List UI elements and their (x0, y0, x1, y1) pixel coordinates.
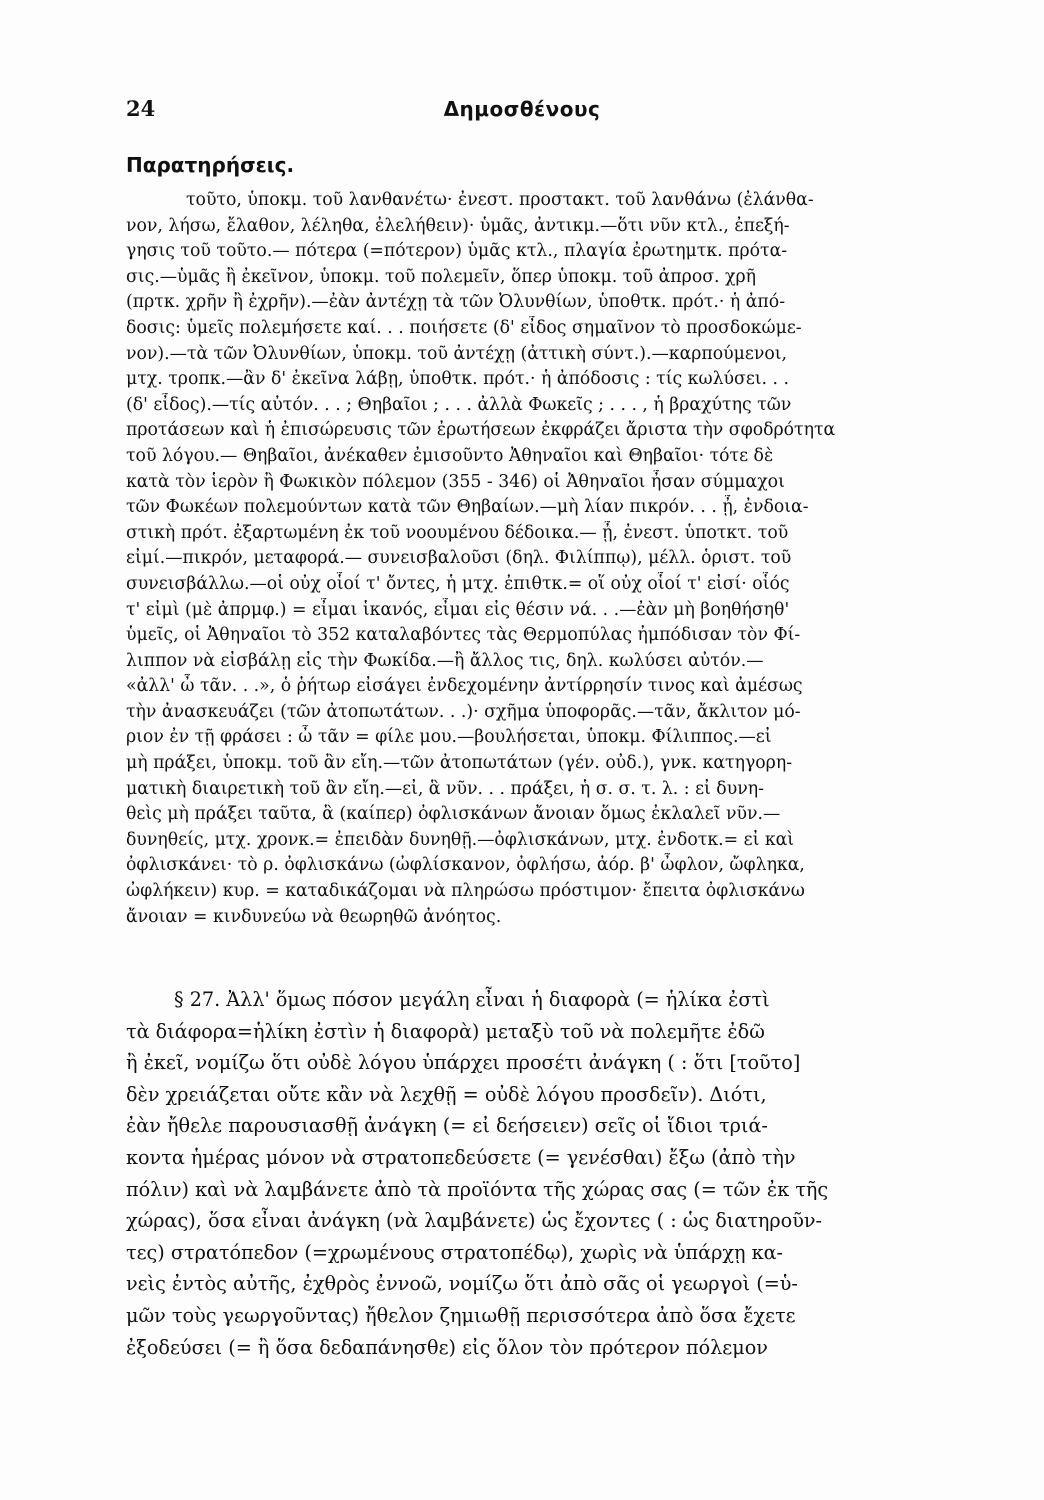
paragraph-line: ἐὰν ἤθελε παρουσιασθῇ ἀνάγκη (= εἰ δεήσειεν) σεῖς οἱ ἴδιοι τριά- (126, 1114, 768, 1138)
notes-line: ὀφλισκάνει· τὸ ρ. ὀφλισκάνω (ὠφλίσκανον, ὀφλήσω, ἀόρ. β' ὦφλον, ὤφληκα, (126, 855, 805, 876)
notes-line: εἰμί.—πικρόν, μεταφορά.— συνεισβαλοῦσι (δηλ. Φιλίππῳ), μέλλ. ὁριστ. τοῦ (126, 548, 792, 569)
notes-line: (πρτκ. χρῆν ἢ ἐχρῆν).—ἐὰν ἀντέχῃ τὰ τῶν Ὀλυνθίων, ὑποθτκ. πρότ.· ἡ ἀπό- (126, 292, 786, 313)
notes-heading: Παρατηρήσεις. (126, 153, 295, 177)
notes-line: ἄνοιαν = κινδυνεύω νὰ θεωρηθῶ ἀνόητος. (126, 906, 502, 927)
notes-line: τῶν Φωκέων πολεμούντων κατὰ τῶν Θηβαίων.—μὴ λίαν πικρόν. . . ᾖ, ἐνδοια- (126, 497, 809, 518)
notes-line: λιππον νὰ εἰσβάλῃ εἰς τὴν Φωκίδα.—ἢ ἄλλος τις, δηλ. κωλύσει αὐτόν.— (126, 650, 764, 671)
notes-line: μτχ. τροπκ.—ἂν δ' ἐκεῖνα λάβῃ, ὑποθτκ. πρότ.· ἡ ἀπόδοσις : τίς κωλύσει. . . (126, 369, 790, 390)
notes-line: προτάσεων καὶ ἡ ἐπισώρευσις τῶν ἐρωτήσεων ἐκφράζει ἄριστα τὴν σφοδρότητα (126, 420, 836, 441)
notes-line: τὴν ἀνασκευάζει (τῶν ἀτοπωτάτων. . .)· σχῆμα ὑποφορᾶς.—τᾶν, ἄκλιτον μό- (126, 701, 801, 722)
paragraph-line: μῶν τοὺς γεωργοῦντας) ἤθελον ζημιωθῇ περισσότερα ἀπὸ ὅσα ἔχετε (126, 1303, 796, 1327)
paragraph-line: νεὶς ἐντὸς αὐτῆς, ἐχθρὸς ἐννοῶ, νομίζω ὅτι ἀπὸ σᾶς οἱ γεωργοὶ (=ὑ- (126, 1272, 798, 1296)
notes-line: νον).—τὰ τῶν Ὀλυνθίων, ὑποκμ. τοῦ ἀντέχῃ (ἀττικὴ σύντ.).—καρπούμενοι, (126, 343, 788, 364)
paragraph-line: πόλιν) καὶ νὰ λαμβάνετε ἀπὸ τὰ προϊόντα τῆς χώρας σας (= τῶν ἐκ τῆς (126, 1177, 829, 1201)
notes-line: κατὰ τὸν ἱερὸν ἢ Φωκικὸν πόλεμον (355 - 346) οἱ Ἀθηναῖοι ἦσαν σύμμαχοι (126, 471, 785, 492)
notes-line: συνεισβάλλω.—οἱ οὐχ οἷοί τ' ὄντες, ἡ μτχ. ἐπιθτκ.= οἵ οὐχ οἷοί τ' εἰσί· οἷός (126, 573, 790, 594)
notes-line: ὠφλήκειν) κυρ. = καταδικάζομαι νὰ πληρώσω πρόστιμον· ἔπειτα ὀφλισκάνω (126, 881, 805, 902)
running-title: Δημοσθένους (443, 97, 601, 121)
paragraph-line: τὰ διάφορα=ἡλίκη ἐστὶν ἡ διαφορὰ) μεταξὺ τοῦ νὰ πολεμῆτε ἐδῶ (126, 1019, 765, 1043)
paragraph-line: § 27. Ἀλλ' ὅμως πόσον μεγάλη εἶναι ἡ διαφορὰ (= ἡλίκα ἐστὶ (174, 988, 770, 1011)
paragraph-line: ἢ ἐκεῖ, νομίζω ὅτι οὐδὲ λόγου ὑπάρχει προσέτι ἀνάγκη ( : ὅτι [τοῦτο] (126, 1051, 801, 1075)
page-number: 24 (126, 96, 156, 121)
notes-line: τοῦτο, ὑποκμ. τοῦ λανθανέτω· ἐνεστ. προστακτ. τοῦ λανθάνω (ἐλάνθα- (186, 190, 814, 210)
notes-line: ριον ἐν τῇ φράσει : ὦ τᾶν = φίλε μου.—βουλήσεται, ὑποκμ. Φίλιππος.—εἰ (126, 727, 772, 748)
notes-line: μὴ πράξει, ὑποκμ. τοῦ ἂν εἴη.—τῶν ἀτοπωτάτων (γέν. οὐδ.), γνκ. κατηγορη- (126, 753, 793, 774)
notes-line: σις.—ὑμᾶς ἢ ἐκεῖνον, ὑποκμ. τοῦ πολεμεῖν, ὅπερ ὑποκμ. τοῦ ἀπροσ. χρῆ (126, 266, 756, 287)
notes-body (126, 188, 994, 930)
notes-line: ματικὴ διαιρετικὴ τοῦ ἂν εἴη.—εἰ, ἃ νῦν. . . πράξει, ἡ σ. σ. τ. λ. : εἰ δυνη- (126, 778, 764, 799)
paragraph-line: δὲν χρειάζεται οὔτε κἂν νὰ λεχθῇ = οὐδὲ λόγου προσδεῖν). Διότι, (126, 1082, 767, 1106)
notes-line: τοῦ λόγου.— Θηβαῖοι, ἀνέκαθεν ἐμισοῦντο Ἀθηναῖοι καὶ Θηβαῖοι· τότε δὲ (126, 445, 774, 466)
paragraph-line: κοντα ἡμέρας μόνον νὰ στρατοπεδεύσετε (= γενέσθαι) ἔξω (ἀπὸ τὴν (126, 1145, 796, 1169)
paragraph-27 (126, 984, 994, 1363)
notes-line: δυνηθείς, μτχ. χρονκ.= ἐπειδὰν δυνηθῇ.—ὀφλισκάνων, μτχ. ἐνδοτκ.= εἰ καὶ (126, 829, 795, 850)
notes-line: «ἀλλ' ὦ τᾶν. . .», ὁ ῥήτωρ εἰσάγει ἐνδεχομένην ἀντίρρησίν τινος καὶ ἀμέσως (126, 676, 803, 697)
paragraph-line: ἐξοδεύσει (= ἢ ὅσα δεδαπάνησθε) εἰς ὅλον τὸν πρότερον πόλεμον (126, 1335, 768, 1359)
notes-line: (δ' εἶδος).—τίς αὐτόν. . . ; Θηβαῖοι ; . . . ἀλλὰ Φωκεῖς ; . . . , ἡ βραχύτης τῶν (126, 394, 792, 415)
notes-line: στικὴ πρότ. ἐξαρτωμένη ἐκ τοῦ νοουμένου δέδοικα.— ᾖ, ἐνεστ. ὑποτκτ. τοῦ (126, 522, 789, 543)
notes-line: δοσις: ὑμεῖς πολεμήσετε καί. . . ποιήσετε (δ' εἶδος σημαῖνον τὸ προσδοκώμε- (126, 317, 802, 338)
paragraph-line: τες) στρατόπεδον (=χρωμένους στρατοπέδῳ), χωρὶς νὰ ὑπάρχῃ κα- (126, 1240, 784, 1264)
notes-line: νον, λήσω, ἔλαθον, λέληθα, ἐλελήθειν)· ὑμᾶς, ἀντικμ.—ὅτι νῦν κτλ., ἐπεξή- (126, 215, 790, 236)
notes-line: γησις τοῦ τοῦτο.— πότερα (=πότερον) ὑμᾶς κτλ., πλαγία ἐρωτημτκ. πρότα- (126, 241, 788, 262)
notes-line: τ' εἰμὶ (μὲ ἀπρμφ.) = εἶμαι ἱκανός, εἶμαι εἰς θέσιν νά. . .—ἐὰν μὴ βοηθήσηθ' (126, 599, 790, 620)
notes-line: θεὶς μὴ πράξει ταῦτα, ἃ (καίπερ) ὀφλισκάνων ἄνοιαν ὅμως ἐκλαλεῖ νῦν.— (126, 804, 781, 825)
paragraph-line: χώρας), ὅσα εἶναι ἀνάγκη (νὰ λαμβάνετε) ὡς ἔχοντες ( : ὡς διατηροῦν- (126, 1209, 823, 1233)
notes-line: ὑμεῖς, οἱ Ἀθηναῖοι τὸ 352 καταλαβόντες τὰς Θερμοπύλας ἠμπόδισαν τὸν Φί- (126, 625, 801, 646)
